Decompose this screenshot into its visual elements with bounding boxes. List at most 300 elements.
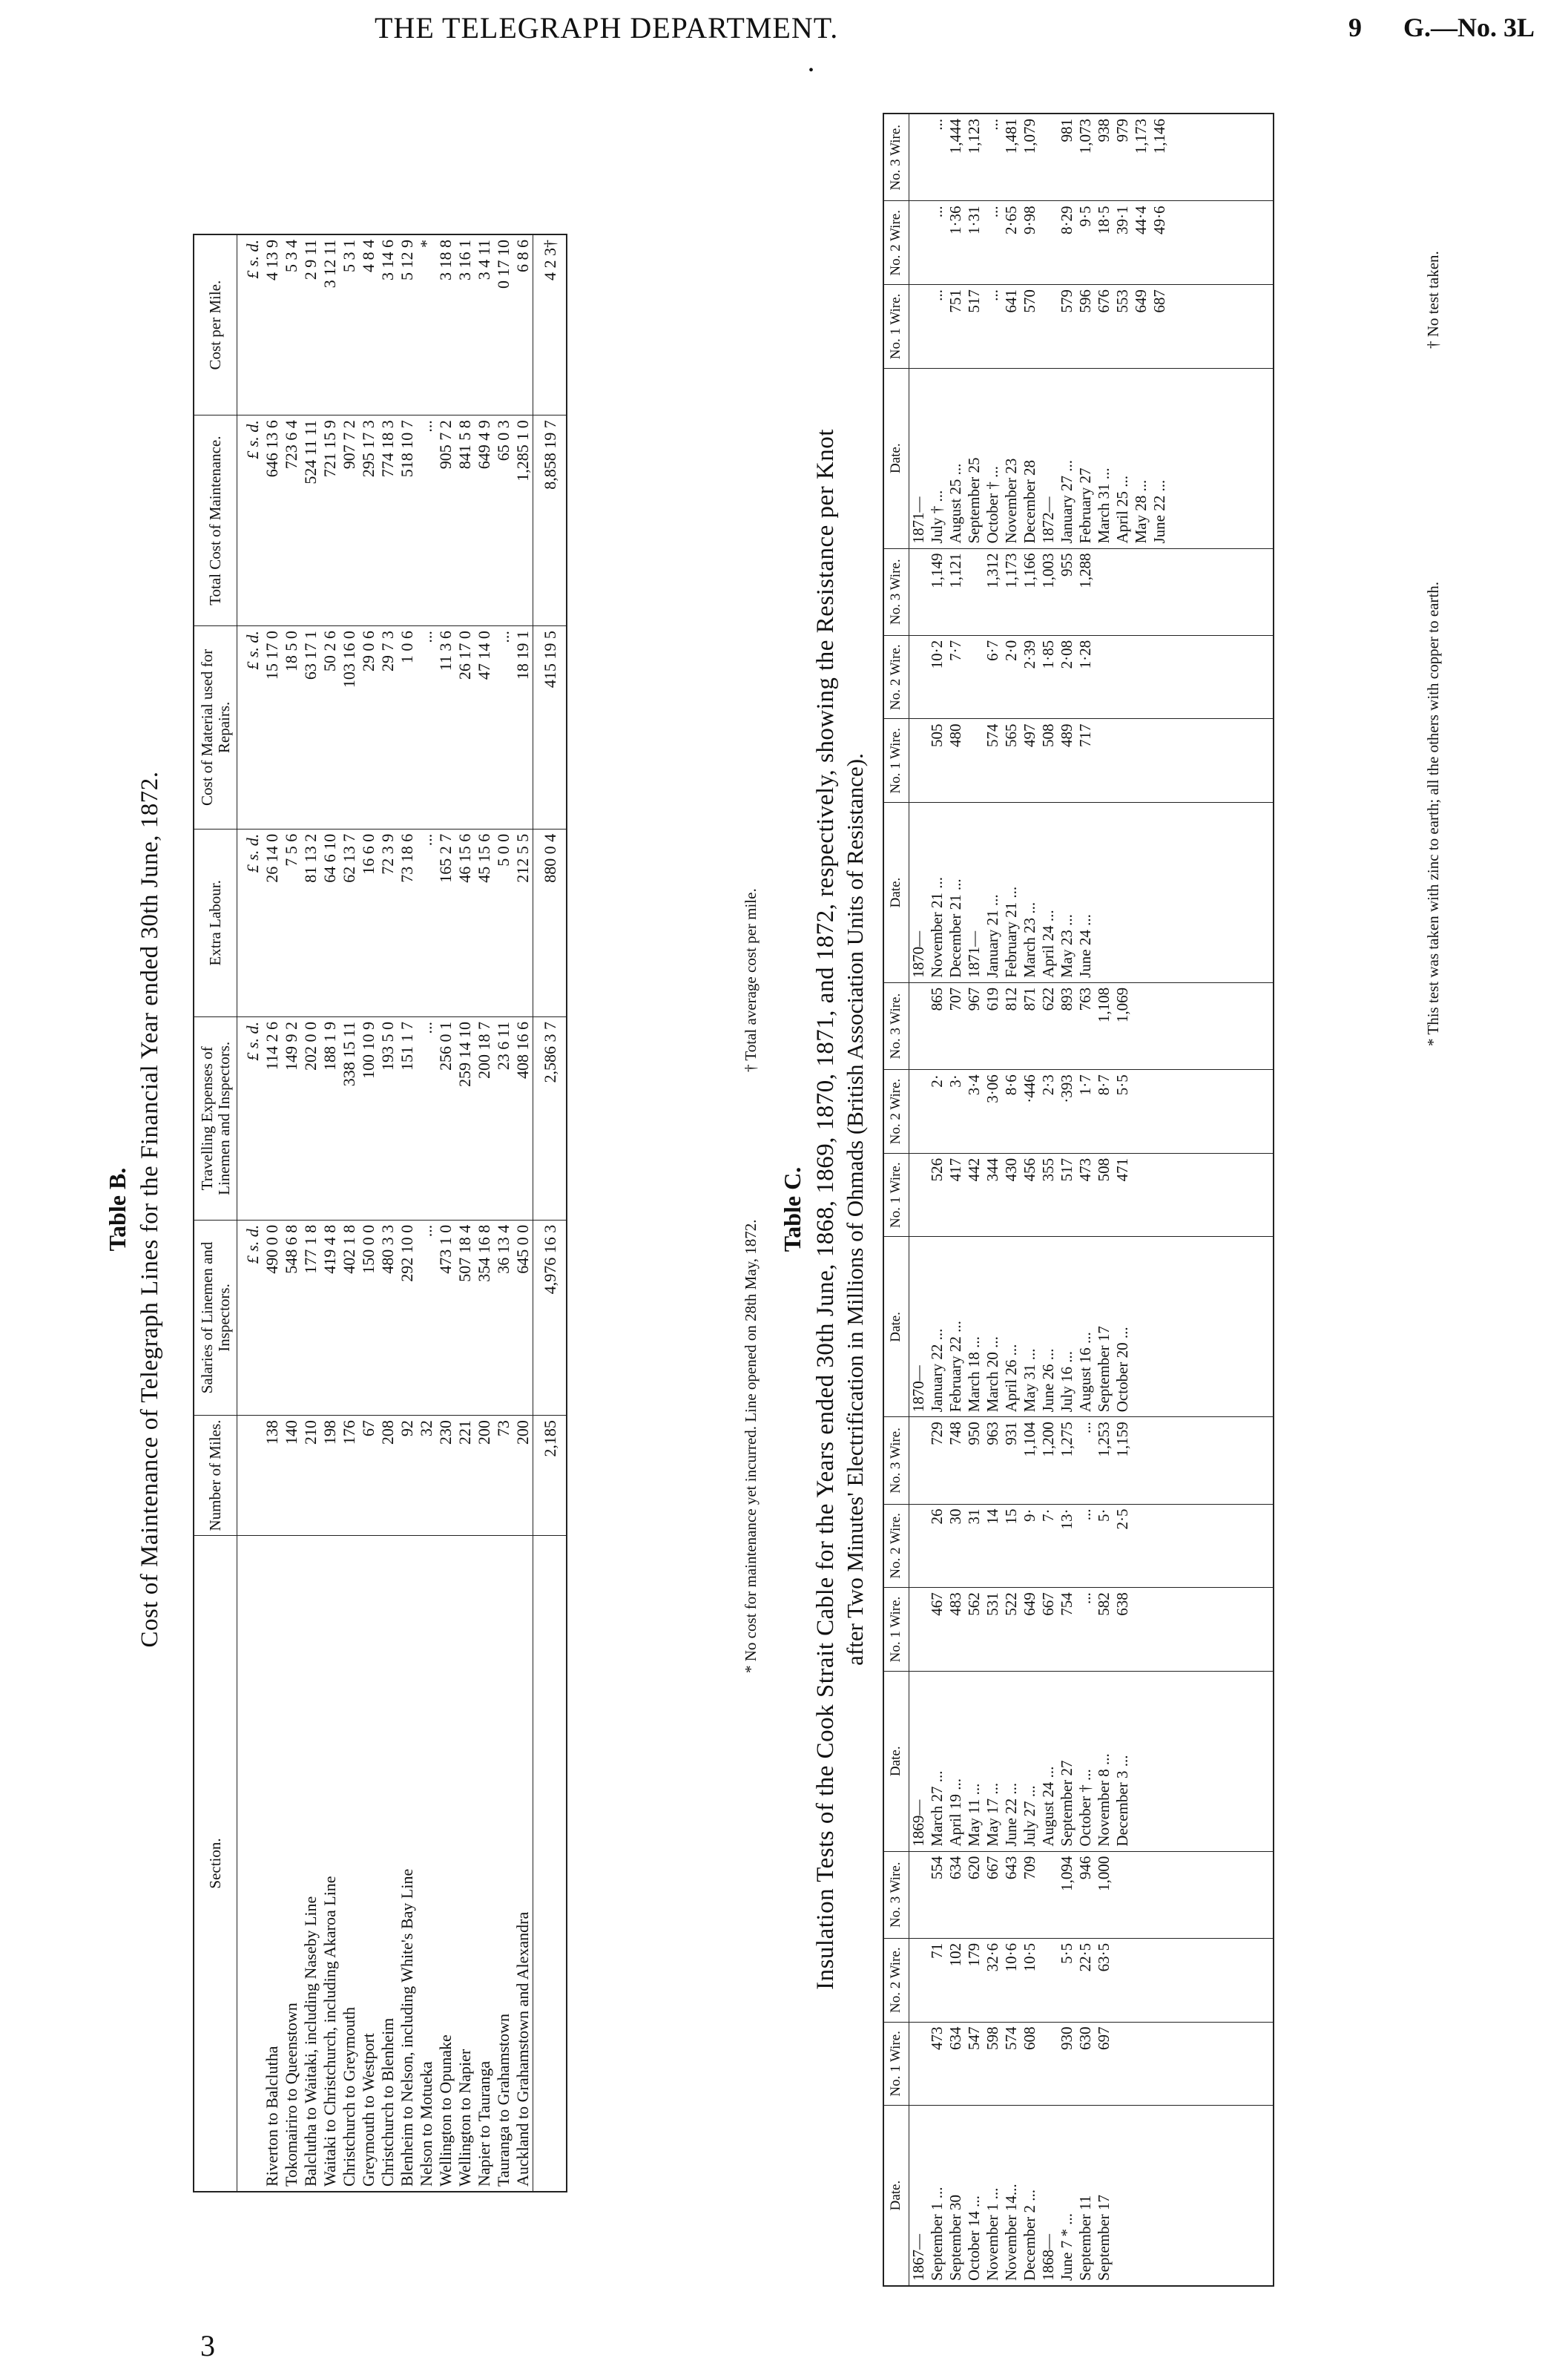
table-b-row	[320, 234, 340, 2192]
table-b-cell-salaries: 36 13 4	[494, 1220, 513, 1415]
table-c-cell-w2: 2·0	[1002, 635, 1021, 719]
table-c-cell-date	[1113, 803, 1132, 983]
table-b-header-cell: Travelling Expenses of Linemen and Inspectors.	[194, 1017, 237, 1221]
table-c-cell-w2	[1150, 1938, 1169, 2022]
table-c-cell-w2: 1·85	[1039, 635, 1058, 719]
table-b-note-2: † Total average cost per mile.	[742, 888, 760, 1072]
table-c-cell-w2: 7·7	[946, 635, 965, 719]
table-c-cell-w3	[1039, 114, 1058, 201]
table-c-cell-w2: 2·5	[1113, 1504, 1132, 1588]
table-c-cell-w1: 522	[1002, 1588, 1021, 1672]
table-c-cell-date: 1869—	[909, 1671, 928, 1851]
table-c-pad-cell	[1169, 635, 1274, 719]
table-b-header-cell: Cost per Mile.	[194, 234, 237, 415]
table-b-cell-section: Blenheim to Nelson, including White's Bay Line	[398, 1535, 417, 2192]
table-c-cell-w1	[1113, 2022, 1132, 2106]
table-c-cell-w2: 44·4	[1132, 201, 1150, 285]
table-b-cell-travel: 149 9 2	[282, 1017, 301, 1221]
table-c-row	[965, 114, 984, 2286]
table-b-units-cell: £ s. d.	[237, 1017, 263, 1221]
table-c-cell-w2: 18·5	[1095, 201, 1113, 285]
table-c-cell-w3	[909, 982, 928, 1069]
table-c-cell-w2: 71	[928, 1938, 946, 2022]
table-c-cell-w2: 5·	[1095, 1504, 1113, 1588]
table-c-cell-w1: ...	[1076, 1588, 1095, 1672]
table-c-cell-w1	[1039, 285, 1058, 369]
table-c-cell-date: 1872—	[1039, 368, 1058, 548]
table-b-cell-section: Tauranga to Grahamstown	[494, 1535, 513, 2192]
table-b-row	[417, 234, 436, 2192]
table-c-pad-cell	[1169, 1237, 1274, 1417]
table-c-cell-w2	[1039, 201, 1058, 285]
table-c-header-cell: Date.	[883, 1671, 909, 1851]
table-c-cell-w2: 9·5	[1076, 201, 1095, 285]
table-c-cell-w3: 1,073	[1076, 114, 1095, 201]
table-c-cell-w3	[1150, 1417, 1169, 1504]
table-c-title: Insulation Tests of the Cook Strait Cable for the Years ended 30th June, 1868, 1869, 1870, 1871, and 1872, respectively, showing the Resistance per Knot	[812, 429, 839, 1990]
table-c-cell-w2: 8·6	[1002, 1070, 1021, 1154]
table-b-cell-labour: 212 5 5	[513, 829, 533, 1016]
table-b-cell-section: Christchurch to Blenheim	[378, 1535, 398, 2192]
table-c-cell-w1: ...	[984, 285, 1002, 369]
table-b-title: Cost of Maintenance of Telegraph Lines for the Financial Year ended 30th June, 1872.	[136, 771, 163, 1648]
table-c-cell-w2	[1113, 635, 1132, 719]
table-b-cell-section: Waitaki to Christchurch, including Akaroa Line	[320, 1535, 340, 2192]
table-b-cell-material: 29 0 6	[359, 626, 378, 830]
table-b-cell-miles: 208	[378, 1416, 398, 1536]
table-b-row	[455, 234, 475, 2192]
table-c-cell-w2	[1095, 635, 1113, 719]
table-c-header-cell: Date.	[883, 1237, 909, 1417]
table-b-units-blank	[237, 1416, 263, 1536]
table-c-cell-date: May 17 ...	[984, 1671, 1002, 1851]
table-b-cell-miles: 32	[417, 1416, 436, 1536]
table-c-cell-date: October † ...	[984, 368, 1002, 548]
table-c-cell-w3: 1,094	[1058, 1851, 1076, 1938]
table-c-cell-w3	[1132, 1851, 1150, 1938]
table-c-cell-w2	[1132, 635, 1150, 719]
table-b-cell-material: 11 3 6	[436, 626, 455, 830]
table-b-cell-section: Wellington to Napier	[455, 1535, 475, 2192]
table-b-cell-salaries: 292 10 0	[398, 1220, 417, 1415]
table-c-cell-w3: 622	[1039, 982, 1058, 1069]
table-c-cell-w2: 30	[946, 1504, 965, 1588]
table-b-cell-salaries: 150 0 0	[359, 1220, 378, 1415]
table-b-cell-total: 646 13 6	[263, 415, 282, 626]
table-c-cell-w2: 2·39	[1021, 635, 1039, 719]
table-c-cell-w2: 8·7	[1095, 1070, 1113, 1154]
table-c-cell-w2: 63·5	[1095, 1938, 1113, 2022]
table-c-cell-date: February 21 ...	[1002, 803, 1021, 983]
table-b-row	[340, 234, 359, 2192]
table-b-cell-per_mile: 5 3 1	[340, 234, 359, 415]
table-c-cell-date: November 23	[1002, 368, 1021, 548]
table-c-cell-w1	[1150, 719, 1169, 803]
table-b-cell-per_mile: 0 17 10	[494, 234, 513, 415]
table-c-cell-w3	[1039, 1851, 1058, 1938]
table-c-pad-cell	[1169, 1588, 1274, 1672]
table-c-cell-w1: 565	[1002, 719, 1021, 803]
table-c-cell-date: May 28 ...	[1132, 368, 1150, 548]
table-c-cell-w3: ...	[984, 114, 1002, 201]
table-c-cell-date: September 30	[946, 2106, 965, 2286]
table-c-cell-date: October 20 ...	[1113, 1237, 1132, 1417]
table-c-cell-date: 1867—	[909, 2106, 928, 2286]
table-c-cell-date	[1132, 1671, 1150, 1851]
table-b-cell-material: 18 5 0	[282, 626, 301, 830]
table-c-cell-date	[1132, 1237, 1150, 1417]
table-c-cell-w2	[909, 201, 928, 285]
table-c-cell-date: October 14 ...	[965, 2106, 984, 2286]
table-b-units-blank	[237, 1535, 263, 2192]
table-c-cell-w1	[1132, 2022, 1150, 2106]
table-c-pad-cell	[1169, 719, 1274, 803]
table-b-row	[301, 234, 320, 2192]
table-c-cell-w3: 748	[946, 1417, 965, 1504]
table-b-cell-material: 26 17 0	[455, 626, 475, 830]
table-b-row	[359, 234, 378, 2192]
table-b-cell-miles: 92	[398, 1416, 417, 1536]
table-b-cell-material: ...	[494, 626, 513, 830]
table-c-pad-cell	[1169, 1070, 1274, 1154]
table-b-cell-per_mile: 5 3 4	[282, 234, 301, 415]
table-c-cell-w2: ...	[1076, 1504, 1095, 1588]
table-b-header-cell: Section.	[194, 1535, 237, 2192]
table-c-cell-w3: 634	[946, 1851, 965, 1938]
table-b-cell-labour: 62 13 7	[340, 829, 359, 1016]
table-c-cell-w3	[1132, 982, 1150, 1069]
table-b-cell-labour: 5 0 0	[494, 829, 513, 1016]
table-b-cell-labour: 26 14 0	[263, 829, 282, 1016]
table-c-cell-w1: 754	[1058, 1588, 1076, 1672]
table-c-cell-w3	[1150, 982, 1169, 1069]
table-c-cell-w3: 1,104	[1021, 1417, 1039, 1504]
table-c-cell-w1: 687	[1150, 285, 1169, 369]
table-c-cell-date: November 14...	[1002, 2106, 1021, 2286]
table-c-cell-w2: 1·7	[1076, 1070, 1095, 1154]
table-c-cell-w1: 526	[928, 1153, 946, 1237]
table-c-pad-cell	[1169, 1671, 1274, 1851]
table-c-label: Table C.	[779, 1166, 806, 1252]
table-c-cell-w1	[1095, 719, 1113, 803]
table-b-cell-salaries: 480 3 3	[378, 1220, 398, 1415]
table-c-cell-w3: 938	[1095, 114, 1113, 201]
table-c-cell-w3: 707	[946, 982, 965, 1069]
table-b-cell-labour: 16 6 0	[359, 829, 378, 1016]
table-c-cell-date	[1132, 2106, 1150, 2286]
table-c-row	[1113, 114, 1132, 2286]
table-c-cell-w3: 1,159	[1113, 1417, 1132, 1504]
table-c-cell-w1: 579	[1058, 285, 1076, 369]
table-b-cell-labour: 72 3 9	[378, 829, 398, 1016]
table-c-cell-w1: 596	[1076, 285, 1095, 369]
table-c-cell-w2: 1·31	[965, 201, 984, 285]
table-b-cell-material: 15 17 0	[263, 626, 282, 830]
table-c-cell-w3: 1,003	[1039, 548, 1058, 635]
table-c-cell-w3	[1150, 1851, 1169, 1938]
table-c-cell-w3: 812	[1002, 982, 1021, 1069]
table-b-total-labour: 880 0 4	[533, 829, 567, 1016]
table-c-cell-date	[1150, 1671, 1169, 1851]
table-b-header-cell: Total Cost of Maintenance.	[194, 415, 237, 626]
table-c-cell-date: June 22 ...	[1002, 1671, 1021, 1851]
table-c-pad-cell	[1169, 1153, 1274, 1237]
table-c-cell-date: February 22 ...	[946, 1237, 965, 1417]
table-c-pad-cell	[1169, 201, 1274, 285]
table-c-pad-cell	[1169, 2106, 1274, 2286]
table-b-cell-salaries: 419 4 8	[320, 1220, 340, 1415]
table-b-cell-salaries: ...	[417, 1220, 436, 1415]
table-c-cell-w2	[1113, 1938, 1132, 2022]
table-c-cell-w1: 531	[984, 1588, 1002, 1672]
table-b-cell-material: 103 16 0	[340, 626, 359, 830]
table-c-cell-w1: 562	[965, 1588, 984, 1672]
table-b-cell-section: Christchurch to Greymouth	[340, 1535, 359, 2192]
table-b-cell-travel: 100 10 9	[359, 1017, 378, 1221]
table-c-cell-w3: 1,444	[946, 114, 965, 201]
table-b-cell-total: 841 5 8	[455, 415, 475, 626]
table-c-cell-date: March 18 ...	[965, 1237, 984, 1417]
table-b-cell-miles: 198	[320, 1416, 340, 1536]
table-b-cell-per_mile: *	[417, 234, 436, 415]
table-c-pad-cell	[1169, 548, 1274, 635]
table-c-cell-w3	[1150, 548, 1169, 635]
page-number: 3	[200, 2329, 215, 2362]
table-c	[883, 113, 1274, 2287]
table-c-cell-w1: 574	[984, 719, 1002, 803]
table-c-subtitle: after Two Minutes' Electrification in Millions of Ohmads (British Association Units of Resistance).	[842, 753, 868, 1666]
table-c-cell-w1	[965, 719, 984, 803]
table-b-units-row	[237, 234, 263, 2192]
table-b-units-cell: £ s. d.	[237, 415, 263, 626]
table-c-cell-w3	[1095, 548, 1113, 635]
table-c-cell-date: June 7 * ...	[1058, 2106, 1076, 2286]
table-b-cell-travel: 188 1 9	[320, 1017, 340, 1221]
table-c-cell-w1	[909, 285, 928, 369]
table-b-cell-total: 295 17 3	[359, 415, 378, 626]
table-c-cell-w3: 1,123	[965, 114, 984, 201]
table-b-units-cell: £ s. d.	[237, 234, 263, 415]
table-c-cell-w2: 3·06	[984, 1070, 1002, 1154]
table-c-header-cell: No. 3 Wire.	[883, 982, 909, 1069]
table-c-cell-w2	[1039, 1938, 1058, 2022]
table-c-cell-w3: 981	[1058, 114, 1076, 201]
table-b-total-miles: 2,185	[533, 1416, 567, 1536]
table-c-cell-w3: 1,149	[928, 548, 946, 635]
table-b-header-cell: Salaries of Linemen and Inspectors.	[194, 1220, 237, 1415]
table-c-cell-w2: 102	[946, 1938, 965, 2022]
table-c-header-cell: Date.	[883, 2106, 909, 2286]
table-b-cell-total: 905 7 2	[436, 415, 455, 626]
table-c-cell-date: May 31 ...	[1021, 1237, 1039, 1417]
table-c-cell-w1: 547	[965, 2022, 984, 2106]
table-b-note-1: * No cost for maintenance yet incurred. Line opened on 28th May, 1872.	[742, 1219, 760, 1673]
table-c-row	[1095, 114, 1113, 2286]
table-b-cell-total: 518 10 7	[398, 415, 417, 626]
table-b-cell-miles: 138	[263, 1416, 282, 1536]
table-c-cell-w1	[909, 1588, 928, 1672]
table-c-cell-date: September 11	[1076, 2106, 1095, 2286]
table-c-cell-date	[1150, 2106, 1169, 2286]
table-c-cell-date: 1871—	[965, 803, 984, 983]
table-c-cell-w3: 1,253	[1095, 1417, 1113, 1504]
table-b-cell-total: 649 4 9	[475, 415, 494, 626]
header-title: THE TELEGRAPH DEPARTMENT.	[375, 11, 839, 45]
table-b-units-cell: £ s. d.	[237, 829, 263, 1016]
table-c-cell-w2: 3·	[946, 1070, 965, 1154]
table-c-cell-w2	[965, 635, 984, 719]
table-c-cell-w1	[909, 1153, 928, 1237]
table-c-cell-date: September 17	[1095, 2106, 1113, 2286]
table-b-cell-material: 1 0 6	[398, 626, 417, 830]
table-c-cell-w2: 26	[928, 1504, 946, 1588]
table-b-cell-total: 723 6 4	[282, 415, 301, 626]
table-b-cell-material: 47 14 0	[475, 626, 494, 830]
table-c-pad-cell	[1169, 1417, 1274, 1504]
table-c-cell-date: June 22 ...	[1150, 368, 1169, 548]
table-b-total-per_mile: 4 2 3†	[533, 234, 567, 415]
table-c-cell-date: January 22 ...	[928, 1237, 946, 1417]
table-b-cell-total: 774 18 3	[378, 415, 398, 626]
table-b-units-cell: £ s. d.	[237, 626, 263, 830]
table-b-totals-label	[533, 1535, 567, 2192]
table-c-cell-w2: 31	[965, 1504, 984, 1588]
table-c-cell-w2: 10·2	[928, 635, 946, 719]
table-b-cell-salaries: 507 18 4	[455, 1220, 475, 1415]
table-c-cell-date: September 27	[1058, 1671, 1076, 1851]
table-b-cell-material: 63 17 1	[301, 626, 320, 830]
table-c-cell-w3	[1132, 548, 1150, 635]
table-c-cell-w2: 5·5	[1113, 1070, 1132, 1154]
table-c-cell-w3: 1,275	[1058, 1417, 1076, 1504]
table-c-cell-date: September 17	[1095, 1237, 1113, 1417]
table-c-cell-w1: 517	[1058, 1153, 1076, 1237]
table-b-cell-travel: 256 0 1	[436, 1017, 455, 1221]
table-c-cell-w2: 2·08	[1058, 635, 1076, 719]
table-c-cell-w3: 1,166	[1021, 548, 1039, 635]
table-c-pad-cell	[1169, 114, 1274, 201]
table-c-row	[1039, 114, 1058, 2286]
table-c-cell-w3: 1,312	[984, 548, 1002, 635]
table-c-row	[909, 114, 928, 2286]
table-c-note-2: † No test taken.	[1424, 251, 1442, 349]
table-c-cell-date: March 20 ...	[984, 1237, 1002, 1417]
table-c-cell-w3	[909, 1417, 928, 1504]
table-b-cell-labour: 7 5 6	[282, 829, 301, 1016]
table-c-cell-w3	[909, 1851, 928, 1938]
table-c-cell-date: May 11 ...	[965, 1671, 984, 1851]
table-c-cell-date: August 25 ...	[946, 368, 965, 548]
table-c-cell-w2: 9·98	[1021, 201, 1039, 285]
table-c-header-cell: No. 3 Wire.	[883, 1417, 909, 1504]
table-b-cell-section: Tokomairiro to Queenstown	[282, 1535, 301, 2192]
table-c-cell-w3: 1,121	[946, 548, 965, 635]
table-c-cell-w2: ...	[928, 201, 946, 285]
table-c-cell-w3: 963	[984, 1417, 1002, 1504]
table-c-cell-date: April 25 ...	[1113, 368, 1132, 548]
table-b-cell-section: Riverton to Balclutha	[263, 1535, 282, 2192]
table-c-cell-w3: ...	[1076, 1417, 1095, 1504]
table-c-row	[1150, 114, 1169, 2286]
table-b-row	[398, 234, 417, 2192]
table-c-pad-cell	[1169, 982, 1274, 1069]
table-c-cell-w3: 967	[965, 982, 984, 1069]
table-b-row	[513, 234, 533, 2192]
table-b-cell-labour: 45 15 6	[475, 829, 494, 1016]
table-c-cell-w3: 729	[928, 1417, 946, 1504]
table-b-cell-per_mile: 2 9 11	[301, 234, 320, 415]
table-b-row	[378, 234, 398, 2192]
table-c-cell-w1: 489	[1058, 719, 1076, 803]
table-c-cell-w1: 497	[1021, 719, 1039, 803]
table-b-cell-section: Wellington to Opunake	[436, 1535, 455, 2192]
table-c-cell-w2	[909, 1070, 928, 1154]
table-c-cell-w1: ...	[928, 285, 946, 369]
table-c-header-cell: No. 2 Wire.	[883, 1070, 909, 1154]
table-b-cell-travel: 151 1 7	[398, 1017, 417, 1221]
table-c-cell-w1: 570	[1021, 285, 1039, 369]
table-c-cell-w3: 619	[984, 982, 1002, 1069]
table-c-header-cell: No. 2 Wire.	[883, 1938, 909, 2022]
table-b-cell-salaries: 402 1 8	[340, 1220, 359, 1415]
table-c-cell-w1	[1150, 2022, 1169, 2106]
table-c-note-1: * This test was taken with zinc to earth; all the others with copper to earth.	[1424, 582, 1442, 1046]
table-c-cell-w2	[909, 635, 928, 719]
table-b-cell-section: Balclutha to Waitaki, including Naseby Line	[301, 1535, 320, 2192]
table-c-header-cell: No. 3 Wire.	[883, 114, 909, 201]
table-c-cell-date: July 16 ...	[1058, 1237, 1076, 1417]
table-c-cell-w3: 979	[1113, 114, 1132, 201]
table-c-cell-w2: 2·	[928, 1070, 946, 1154]
table-b	[193, 234, 567, 2192]
table-c-cell-w1	[1132, 1588, 1150, 1672]
table-c-cell-w2: 32·6	[984, 1938, 1002, 2022]
table-c-cell-w3: 763	[1076, 982, 1095, 1069]
table-c-cell-w1: 649	[1132, 285, 1150, 369]
table-c-cell-date: November 21 ...	[928, 803, 946, 983]
table-b-cell-travel: ...	[417, 1017, 436, 1221]
table-b-total-material: 415 19 5	[533, 626, 567, 830]
table-c-cell-date: April 19 ...	[946, 1671, 965, 1851]
table-c-cell-date: February 27	[1076, 368, 1095, 548]
table-c-cell-w1: 471	[1113, 1153, 1132, 1237]
table-b-cell-per_mile: 4 13 9	[263, 234, 282, 415]
table-c-cell-w1	[909, 719, 928, 803]
table-b-cell-section: Greymouth to Westport	[359, 1535, 378, 2192]
table-b-cell-salaries: 548 6 8	[282, 1220, 301, 1415]
table-c-cell-w2: ...	[984, 201, 1002, 285]
table-c-cell-w1: 717	[1076, 719, 1095, 803]
table-b-total-travel: 2,586 3 7	[533, 1017, 567, 1221]
table-b-cell-total: 65 0 3	[494, 415, 513, 626]
table-c-cell-w1: 598	[984, 2022, 1002, 2106]
table-b-cell-per_mile: 4 8 4	[359, 234, 378, 415]
table-c-cell-w2: 10·5	[1021, 1938, 1039, 2022]
table-c-cell-w1: 697	[1095, 2022, 1113, 2106]
table-c-pad-cell	[1169, 368, 1274, 548]
table-b-cell-travel: 200 18 7	[475, 1017, 494, 1221]
table-c-header-cell: Date.	[883, 368, 909, 548]
table-b-cell-miles: 230	[436, 1416, 455, 1536]
table-c-cell-w3: 871	[1021, 982, 1039, 1069]
table-c-cell-w1: 582	[1095, 1588, 1113, 1672]
table-c-pad-cell	[1169, 1504, 1274, 1588]
table-c-cell-date: November 1 ...	[984, 2106, 1002, 2286]
table-c-cell-w2: 7·	[1039, 1504, 1058, 1588]
table-c-cell-date	[1150, 1237, 1169, 1417]
table-c-cell-w1: 480	[946, 719, 965, 803]
table-b-row	[436, 234, 455, 2192]
